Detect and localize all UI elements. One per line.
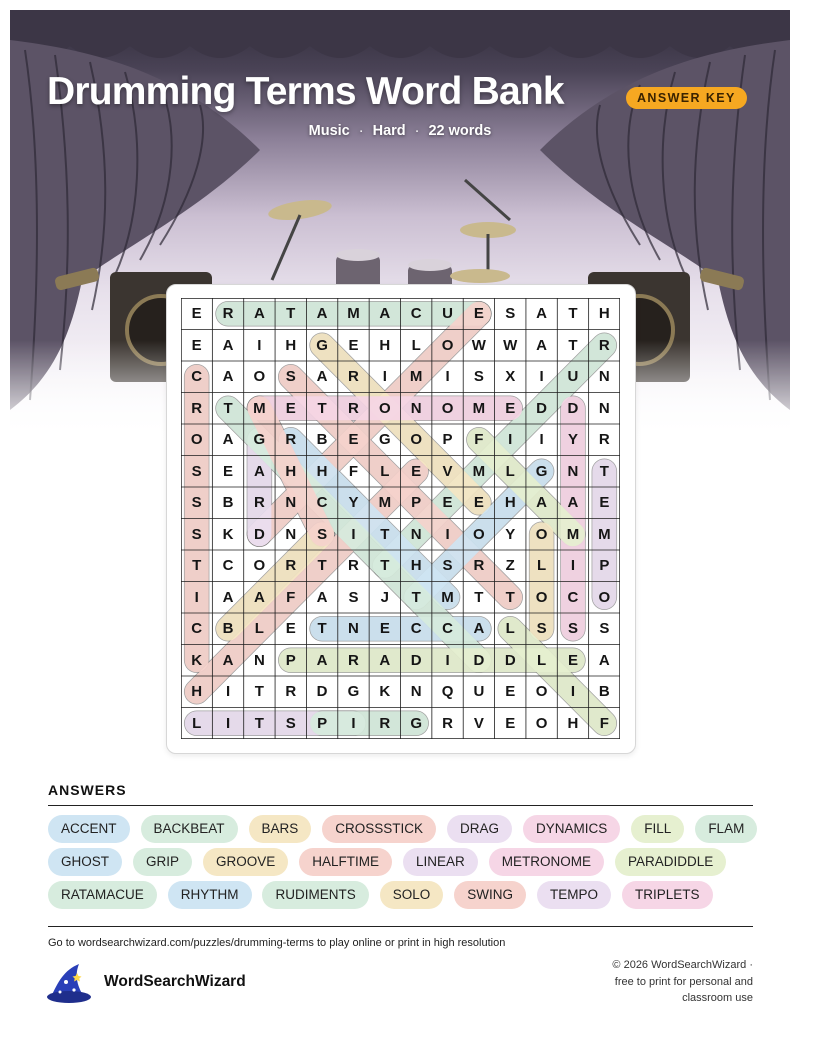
- grid-cell: E: [348, 336, 359, 354]
- grid-cell: T: [254, 714, 264, 732]
- grid-cell: C: [567, 588, 579, 606]
- copyright-line: classroom use: [682, 992, 753, 1004]
- grid-cell: F: [286, 588, 296, 606]
- grid-cell: T: [568, 305, 578, 322]
- grid-cell: H: [598, 305, 610, 322]
- grid-cell: D: [473, 651, 485, 669]
- grid-cell: E: [473, 305, 484, 322]
- grid-cell: N: [598, 368, 610, 385]
- answer-key-badge: ANSWER KEY: [626, 87, 747, 109]
- answer-chip: RATAMACUE: [48, 881, 157, 909]
- grid-cell: I: [351, 714, 356, 732]
- grid-cell: O: [473, 525, 485, 543]
- grid-cell: O: [535, 588, 548, 606]
- grid-cell: E: [599, 494, 610, 511]
- copyright-line: free to print for personal and: [614, 975, 753, 988]
- grid-cell: O: [535, 714, 548, 732]
- grid-cell: M: [566, 525, 580, 543]
- grid-cell: A: [536, 305, 548, 322]
- grid-cell: O: [410, 431, 423, 448]
- grid-cell: R: [191, 399, 203, 417]
- answer-chip: DYNAMICS: [523, 815, 620, 843]
- grid-cell: S: [285, 714, 296, 732]
- grid-cell: L: [192, 714, 202, 732]
- grid-cell: D: [536, 399, 548, 417]
- answer-chip: SWING: [454, 881, 526, 909]
- grid-cell: R: [598, 431, 610, 448]
- grid-cell: I: [225, 683, 231, 700]
- grid-cell: E: [379, 620, 390, 637]
- copyright-line: © 2026 WordSearchWizard ·: [612, 959, 753, 971]
- answer-chip: ACCENT: [48, 815, 130, 843]
- grid-cell: T: [474, 588, 484, 606]
- grid-cell: I: [257, 336, 262, 354]
- answer-chip: FILL: [631, 815, 684, 843]
- grid-cell: G: [316, 336, 328, 354]
- grid-cell: M: [441, 588, 454, 606]
- grid-cell: G: [253, 431, 266, 448]
- word-count-label: 22 words: [428, 123, 492, 139]
- grid-cell: B: [222, 494, 234, 511]
- grid-cell: X: [505, 368, 516, 385]
- grid-cell: R: [473, 557, 485, 574]
- grid-cell: L: [537, 651, 547, 669]
- grid-cell: Y: [505, 525, 516, 543]
- grid-cell: A: [379, 305, 391, 322]
- wizard-hat-icon: [46, 962, 94, 1004]
- answer-chip: TRIPLETS: [622, 881, 713, 909]
- divider: [48, 926, 753, 927]
- grid-cell: B: [222, 620, 234, 637]
- grid-cell: P: [317, 714, 328, 732]
- footer-url-text: Go to wordsearchwizard.com/puzzles/drumming-terms to play online or print in high resolution: [48, 937, 506, 949]
- answer-chip: RUDIMENTS: [262, 881, 368, 909]
- grid-cell: E: [505, 683, 516, 700]
- grid-cell: F: [599, 714, 609, 732]
- grid-cell: L: [505, 620, 515, 637]
- grid-cell: D: [410, 651, 422, 669]
- grid-cell: A: [222, 651, 234, 669]
- answer-chip: CROSSSTICK: [322, 815, 436, 843]
- grid-cell: P: [442, 431, 453, 448]
- grid-cell: T: [286, 305, 296, 322]
- brand-name: WordSearchWizard: [104, 973, 246, 990]
- page-title: Drumming Terms Word Bank: [47, 70, 564, 113]
- answer-chip: BACKBEAT: [141, 815, 238, 843]
- grid-cell: S: [473, 368, 484, 385]
- grid-cell: H: [379, 336, 391, 354]
- grid-cell: E: [505, 399, 516, 417]
- grid-cell: O: [535, 683, 548, 700]
- grid-cell: K: [379, 683, 391, 700]
- grid-cell: K: [222, 525, 234, 543]
- grid-cell: D: [567, 399, 579, 417]
- grid-cell: N: [410, 399, 422, 417]
- grid-cell: S: [599, 620, 610, 637]
- grid-cell: L: [411, 336, 421, 354]
- separator-dot: ·: [414, 123, 420, 139]
- grid-cell: A: [316, 305, 328, 322]
- grid-cell: S: [317, 525, 328, 543]
- grid-cell: R: [442, 714, 453, 732]
- grid-cell: L: [537, 557, 547, 574]
- grid-cell: F: [348, 462, 359, 480]
- grid-cell: E: [191, 336, 202, 354]
- grid-cell: R: [285, 683, 297, 700]
- grid-cell: C: [191, 620, 203, 637]
- grid-cell: S: [191, 462, 202, 480]
- grid-cell: G: [347, 683, 360, 700]
- grid-cell: D: [504, 651, 516, 669]
- answer-chip: DRAG: [447, 815, 512, 843]
- grid-cell: U: [473, 683, 485, 700]
- grid-cell: A: [316, 588, 328, 606]
- separator-dot: ·: [358, 123, 364, 139]
- grid-cell: C: [316, 494, 328, 511]
- grid-cell: S: [505, 305, 516, 322]
- grid-cell: R: [348, 399, 359, 417]
- grid-cell: R: [285, 557, 297, 574]
- grid-cell: C: [191, 368, 203, 385]
- grid-cell: H: [285, 336, 297, 354]
- grid-cell: T: [568, 336, 578, 354]
- grid-cell: Z: [505, 557, 515, 574]
- grid-cell: O: [441, 336, 454, 354]
- category-label: Music: [308, 123, 350, 139]
- grid-cell: B: [316, 431, 328, 448]
- grid-cell: B: [598, 683, 610, 700]
- answer-chip: HALFTIME: [299, 848, 392, 876]
- grid-cell: N: [285, 525, 297, 543]
- grid-cell: M: [472, 399, 486, 417]
- grid-cell: A: [253, 305, 265, 322]
- grid-cell: C: [222, 557, 234, 574]
- grid-cell: G: [378, 431, 391, 448]
- grid-cell: H: [285, 462, 297, 480]
- grid-cell: N: [285, 494, 297, 511]
- grid-cell: I: [539, 431, 544, 448]
- grid-cell: G: [535, 462, 548, 480]
- grid-cell: E: [442, 494, 453, 511]
- grid-cell: D: [316, 683, 328, 700]
- grid-cell: M: [378, 494, 392, 511]
- grid-cell: C: [410, 305, 422, 322]
- grid-cell: S: [536, 620, 547, 637]
- grid-cell: T: [505, 588, 515, 606]
- grid-cell: C: [410, 620, 422, 637]
- grid-cell: T: [599, 462, 609, 480]
- grid-cell: D: [253, 525, 265, 543]
- grid-cell: R: [348, 368, 359, 385]
- grid-cell: Q: [441, 683, 454, 700]
- grid-cell: A: [536, 336, 548, 354]
- grid-cell: Y: [348, 494, 359, 511]
- grid-cell: P: [411, 494, 422, 511]
- grid-cell: R: [253, 494, 265, 511]
- grid-cell: H: [410, 557, 422, 574]
- grid-cell: A: [567, 494, 579, 511]
- grid-cell: I: [570, 683, 576, 700]
- grid-cell: P: [285, 651, 296, 669]
- answer-chip: RHYTHM: [168, 881, 252, 909]
- letter-grid: [181, 298, 620, 739]
- answers-heading: ANSWERS: [48, 782, 127, 798]
- grid-cell: I: [225, 714, 231, 732]
- grid-cell: I: [570, 557, 576, 574]
- grid-cell: A: [222, 588, 234, 606]
- grid-cell: S: [348, 588, 359, 606]
- answer-chip: GHOST: [48, 848, 122, 876]
- grid-cell: I: [445, 651, 450, 669]
- answer-chip: BARS: [249, 815, 312, 843]
- grid-cell: R: [598, 336, 610, 354]
- grid-cell: E: [285, 620, 296, 637]
- grid-cell: E: [191, 305, 202, 322]
- grid-cell: N: [348, 620, 359, 637]
- grid-cell: A: [316, 368, 328, 385]
- grid-cell: N: [567, 462, 579, 480]
- grid-cell: L: [505, 462, 515, 480]
- grid-cell: I: [539, 368, 544, 385]
- answer-chip: SOLO: [380, 881, 444, 909]
- grid-cell: L: [254, 620, 264, 637]
- grid-cell: H: [191, 683, 203, 700]
- grid-cell: Y: [567, 431, 578, 448]
- divider: [48, 805, 753, 806]
- grid-cell: A: [379, 651, 391, 669]
- copyright-text: [553, 957, 753, 1007]
- grid-cell: E: [473, 494, 484, 511]
- grid-cell: J: [380, 588, 389, 606]
- difficulty-label: Hard: [372, 123, 406, 139]
- grid-cell: S: [442, 557, 453, 574]
- grid-cell: K: [191, 651, 203, 669]
- grid-cell: S: [285, 368, 296, 385]
- grid-cell: H: [567, 714, 579, 732]
- grid-cell: A: [222, 368, 234, 385]
- grid-cell: E: [505, 714, 516, 732]
- grid-cell: M: [409, 368, 423, 385]
- grid-cell: N: [410, 525, 422, 543]
- grid-cell: T: [223, 399, 233, 417]
- answer-chip: PARADIDDLE: [615, 848, 726, 876]
- grid-cell: I: [445, 368, 450, 385]
- grid-cell: O: [253, 557, 266, 574]
- grid-cell: T: [254, 683, 264, 700]
- grid-cell: T: [317, 399, 327, 417]
- grid-cell: O: [598, 588, 611, 606]
- grid-cell: O: [378, 399, 391, 417]
- grid-cell: W: [471, 336, 486, 354]
- grid-cell: U: [442, 305, 453, 322]
- grid-cell: R: [222, 305, 234, 322]
- grid-cell: P: [599, 557, 610, 574]
- answer-chip: FLAM: [695, 815, 757, 843]
- grid-cell: H: [316, 462, 328, 480]
- grid-cell: O: [190, 431, 203, 448]
- grid-cell: A: [222, 431, 234, 448]
- grid-cell: N: [598, 399, 610, 417]
- answer-chip: GRIP: [133, 848, 192, 876]
- grid-cell: I: [194, 588, 199, 606]
- grid-cell: G: [410, 714, 423, 732]
- answer-chip: GROOVE: [203, 848, 288, 876]
- answer-chip: METRONOME: [489, 848, 604, 876]
- answer-chip: LINEAR: [403, 848, 478, 876]
- grid-cell: R: [348, 651, 359, 669]
- grid-cell: N: [410, 683, 422, 700]
- grid-cell: F: [474, 431, 484, 448]
- grid-cell: C: [442, 620, 453, 637]
- grid-cell: V: [473, 714, 484, 732]
- grid-cell: A: [316, 651, 328, 669]
- grid-cell: S: [191, 494, 202, 511]
- grid-cell: S: [191, 525, 202, 543]
- grid-cell: I: [508, 431, 513, 448]
- grid-cell: I: [382, 368, 387, 385]
- grid-cell: E: [223, 462, 234, 480]
- grid-cell: E: [567, 651, 578, 669]
- grid-cell: R: [348, 557, 359, 574]
- grid-cell: E: [411, 462, 422, 480]
- grid-cell: O: [535, 525, 548, 543]
- grid-cell: T: [380, 557, 390, 574]
- grid-cell: I: [445, 525, 450, 543]
- grid-cell: O: [253, 368, 266, 385]
- grid-cell: I: [351, 525, 356, 543]
- grid-cell: A: [222, 336, 234, 354]
- grid-cell: T: [192, 557, 202, 574]
- grid-cell: A: [536, 494, 548, 511]
- grid-cell: T: [317, 557, 327, 574]
- grid-cell: T: [411, 588, 421, 606]
- grid-cell: M: [253, 399, 266, 417]
- grid-cell: H: [504, 494, 516, 511]
- grid-cell: E: [348, 431, 359, 448]
- grid-cell: L: [380, 462, 390, 480]
- grid-cell: R: [285, 431, 297, 448]
- grid-cell: E: [285, 399, 296, 417]
- grid-cell: A: [598, 651, 610, 669]
- grid-cell: S: [567, 620, 578, 637]
- grid-cell: T: [317, 620, 327, 637]
- grid-cell: U: [567, 368, 579, 385]
- puzzle-meta: [0, 123, 800, 139]
- grid-cell: R: [379, 714, 391, 732]
- grid-cell: O: [441, 399, 454, 417]
- grid-cell: M: [598, 525, 611, 543]
- grid-cell: M: [347, 305, 360, 322]
- grid-cell: V: [442, 462, 453, 480]
- grid-cell: M: [472, 462, 486, 480]
- answer-chip: TEMPO: [537, 881, 611, 909]
- grid-cell: N: [253, 651, 265, 669]
- grid-cell: A: [473, 620, 485, 637]
- grid-cell: A: [253, 462, 265, 480]
- grid-cell: W: [503, 336, 518, 354]
- grid-cell: T: [380, 525, 390, 543]
- grid-cell: A: [253, 588, 265, 606]
